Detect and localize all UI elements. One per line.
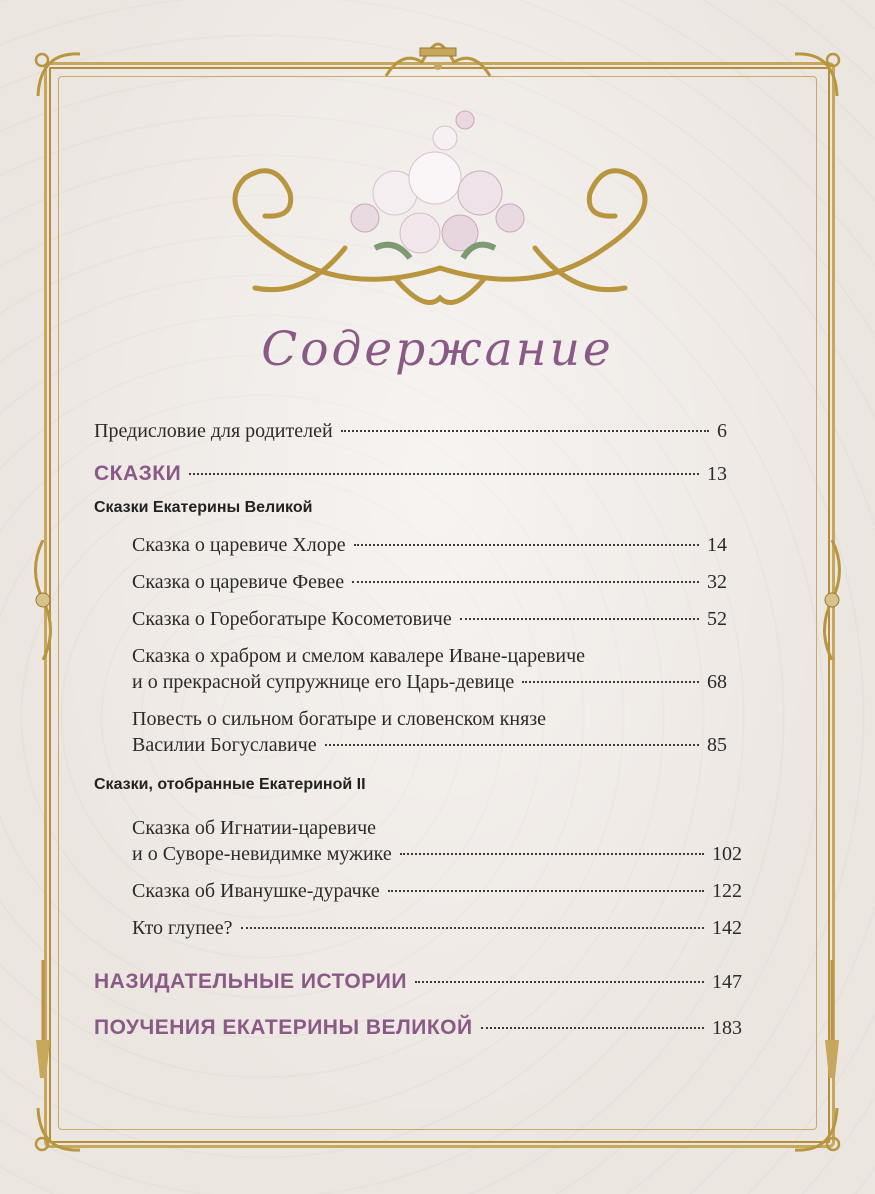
dot-leader [325,744,699,746]
toc-entry-page: 102 [712,843,742,865]
dot-leader [460,618,699,620]
dot-leader [241,927,704,929]
toc-section-edifying-stories[interactable] [94,969,742,995]
toc-entry-label: Василии Богуславиче [132,734,317,756]
toc-group-selected-tales: Сказки, отобранные Екатериной II [94,776,366,793]
toc-entry-page: 52 [707,608,727,630]
toc-entry-first-line[interactable]: Сказка о храбром и смелом кавалере Иване-царевиче [132,645,586,667]
dot-leader [388,890,704,892]
dot-leader [415,981,704,983]
toc-entry[interactable] [132,569,727,595]
toc-section-label: СКАЗКИ [94,462,182,485]
toc-entry-page: 122 [712,880,742,902]
toc-entry-page: 85 [707,734,727,756]
toc-entry[interactable] [132,606,727,632]
toc-entry-label: Кто глупее? [132,917,233,939]
toc-entry[interactable] [132,841,742,867]
toc-entry-page: 14 [707,534,727,556]
toc-section-page: 147 [712,971,742,993]
toc-entry[interactable] [132,732,727,758]
toc-entry-first-line[interactable]: Повесть о сильном богатыре и словенском князе [132,708,547,730]
toc-entry-page: 32 [707,571,727,593]
toc-entry-page: 6 [717,420,727,442]
toc-group-catherine-tales: Сказки Екатерины Великой [94,499,313,516]
toc-entry-label: Сказка о царевиче Хлоре [132,534,346,556]
toc-entry-page: 142 [712,917,742,939]
toc-entry-label: Предисловие для родителей [94,420,333,442]
dot-leader [189,473,699,475]
dot-leader [481,1027,704,1029]
toc-entry[interactable] [132,915,742,941]
dot-leader [522,681,699,683]
dot-leader [341,430,709,432]
toc-entry[interactable] [132,878,742,904]
dot-leader [352,581,699,583]
toc-entry-first-line[interactable]: Сказка об Игнатии-царевиче [132,817,377,839]
toc-entry-label: Сказка о Горебогатыре Косометовиче [132,608,452,630]
toc-entry-label: Сказка об Иванушке-дурачке [132,880,380,902]
dot-leader [354,544,699,546]
toc-entry-label: и о прекрасной супружнице его Царь-девице [132,671,515,693]
toc-entry-preface[interactable] [94,418,727,444]
toc-entry-label: и о Суворе-невидимке мужике [132,843,392,865]
toc-entry-page: 68 [707,671,727,693]
toc-section-teachings[interactable] [94,1015,742,1041]
toc-section-page: 13 [707,463,727,485]
toc-section-label: НАЗИДАТЕЛЬНЫЕ ИСТОРИИ [94,970,407,993]
page-title: Содержание [261,322,614,377]
toc-entry[interactable] [132,669,727,695]
toc-section-skazki[interactable] [94,461,727,487]
toc-entry-label: Сказка о царевиче Февее [132,571,345,593]
toc-section-page: 183 [712,1017,742,1039]
toc-entry[interactable] [132,532,727,558]
toc-section-label: ПОУЧЕНИЯ ЕКАТЕРИНЫ ВЕЛИКОЙ [94,1016,473,1039]
dot-leader [400,853,704,855]
